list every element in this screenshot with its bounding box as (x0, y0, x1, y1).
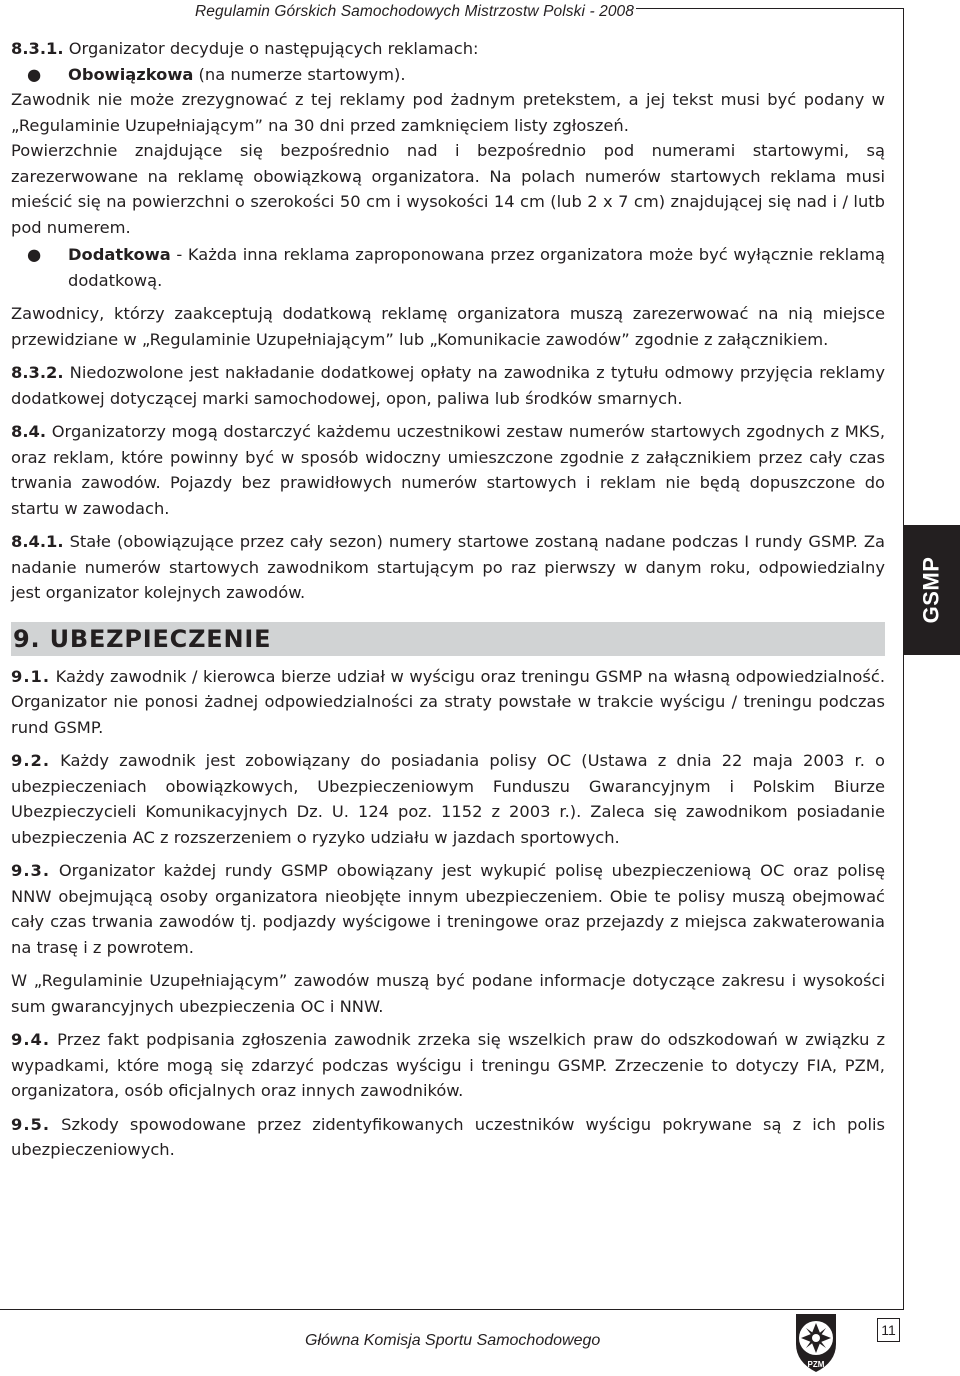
footer-organization: Główna Komisja Sportu Samochodowego (305, 1332, 601, 1349)
paragraph-9-4: 9.4. Przez fakt podpisania zgłoszenia zawodnik zrzeka się wszelkich praw do odszkodowań w związku z wypadkami, które mogą się zdarzyć podczas wyścigu i treningu GSMP. Zrzeczenie to dotyczy FIA, PZM, organizatora, osób oficjalnych oraz innych zawodników. (11, 1030, 885, 1100)
bullet-icon: ● (27, 245, 42, 264)
paragraph-9-1: 9.1. Każdy zawodnik / kierowca bierze udział w wyścigu oraz treningu GSMP na własną odpowiedzialność. Organizator nie ponosi żadnej odpowiedzialności za straty powstałe w trakcie wyścigu / treningu podczas rund GSMP. (11, 666, 885, 737)
clause-number: 8.4.1. (11, 532, 64, 551)
body-content (11, 36, 885, 1163)
paragraph-8-4-1: 8.4.1. Stałe (obowiązujące przez cały sezon) numery startowe zostaną nadane podczas I rundy GSMP. Za nadanie numerów startowych zawodnikom startującym po raz pierwszy w danym roku, odpowiedzialny jest organizator kolejnych zawodów. (11, 532, 885, 602)
clause-number: 8.3.2. (11, 363, 64, 382)
paragraph: Zawodnicy, którzy zaakceptują dodatkową reklamę organizatora muszą zarezerwować na nią miejsce przewidziane w „Regulaminie Uzupełniającym” lub „Komunikacie zawodów” zgodnie z załącznikiem. (11, 304, 885, 349)
paragraph-8-3-2: 8.3.2. Niedozwolone jest nakładanie dodatkowej opłaty na zawodnika z tytułu odmowy przyjęcia reklamy dodatkowej dotyczącej marki samochodowej, opon, paliwa lub środków smarnych. (11, 363, 885, 408)
clause-number: 9.3. (11, 861, 51, 880)
clause-number: 9.4. (11, 1030, 51, 1049)
bullet-term: Dodatkowa (68, 245, 171, 264)
clause-number: 9.5. (11, 1114, 51, 1134)
paragraph-9-2: 9.2. Każdy zawodnik jest zobowiązany do posiadania polisy OC (Ustawa z dnia 22 maja 2003 r. o ubezpieczeniach obowiązkowych, Ubezpieczeniowym Funduszu Gwarancyjnym i Polskim Biurze Ubezpieczycieli Komunikacyjnych Dz. U. 124 poz. 1152 z 2003 r.). Zaleca się zawodnikom posiadanie ubezpieczenia AC z rozszerzeniem o ryzyko udziału w jazdach sportowych. (11, 751, 885, 847)
paragraph: Zawodnik nie może zrezygnować z tej reklamy pod żadnym pretekstem, a jej tekst musi być podany w „Regulaminie Uzupełniającym” na 30 dni przed zamknięciem listy zgłoszeń. (11, 90, 885, 135)
paragraph-9-3: 9.3. Organizator każdej rundy GSMP obowiązany jest wykupić polisę ubezpieczeniową OC oraz polisę NNW obejmującą osoby organizatora nieobjęte innym ubezpieczeniem. Obie te polisy muszą obejmować cały czas trwania zawodów tj. podjazdy wyścigowe i treningowe oraz przejazdy z miejsca zakwaterowania na trasę i z powrotem. (11, 861, 885, 957)
paragraph: W „Regulaminie Uzupełniającym” zawodów muszą być podane informacje dotyczące zakresu i wysokości sum gwarancyjnych ubezpieczenia OC i NNW. (11, 971, 885, 1016)
page-number: 11 (877, 1318, 900, 1342)
section-heading: 9. UBEZPIECZENIE (13, 624, 272, 653)
margin-rule (903, 8, 904, 1310)
footer-rule (0, 1309, 904, 1310)
bullet-icon: ● (27, 64, 42, 84)
pzm-logo-icon (788, 1310, 844, 1374)
bullet-mandatory: ● Obowiązkowa (na numerze startowym). (11, 62, 885, 88)
svg-text:PZM: PZM (807, 1360, 825, 1369)
clause-number: 9.1. (11, 666, 51, 686)
paragraph-8-3-1: 8.3.1. Organizator decyduje o następujących reklamach: (11, 39, 479, 58)
paragraph-8-4: 8.4. Organizatorzy mogą dostarczyć każdemu uczestnikowi zestaw numerów startowych zgodnych z MKS, oraz reklam, które powinny być w sposób widoczny umieszczone zgodnie z załącznikiem przez cały czas trwania zawodów. Pojazdy bez prawidłowych numerów startowych i reklam nie będą dopuszczone do startu w zawodach. (11, 422, 885, 518)
section-heading-bar (11, 622, 885, 656)
side-tab-label: GSMP (918, 556, 944, 624)
side-tab (903, 525, 960, 655)
running-header: Regulamin Górskich Samochodowych Mistrzostw Polski - 2008 (194, 3, 634, 20)
header-rule (636, 8, 904, 9)
paragraph: Powierzchnie znajdujące się bezpośrednio nad i bezpośrednio pod numerami startowymi, są zarezerwowane na reklamę obowiązkową organizatora. Na polach numerów startowych reklama musi mieścić się na powierzchni o szerokości 50 cm i wysokości 14 cm (lub 2 x 7 cm) znajdującej się nad i / lutb pod numerem. (11, 141, 885, 237)
bullet-additional: ● Dodatkowa - Każda inna reklama zaproponowana przez organizatora może być wyłącznie reklamą dodatkową. (11, 242, 885, 293)
bullet-term: Obowiązkowa (68, 64, 194, 84)
clause-number: 8.4. (11, 422, 47, 441)
clause-number: 9.2. (11, 751, 51, 770)
paragraph-9-5: 9.5. Szkody spowodowane przez zidentyfikowanych uczestników wyścigu pokrywane są z ich polis ubezpieczeniowych. (11, 1114, 885, 1159)
clause-number: 8.3.1. (11, 39, 64, 58)
